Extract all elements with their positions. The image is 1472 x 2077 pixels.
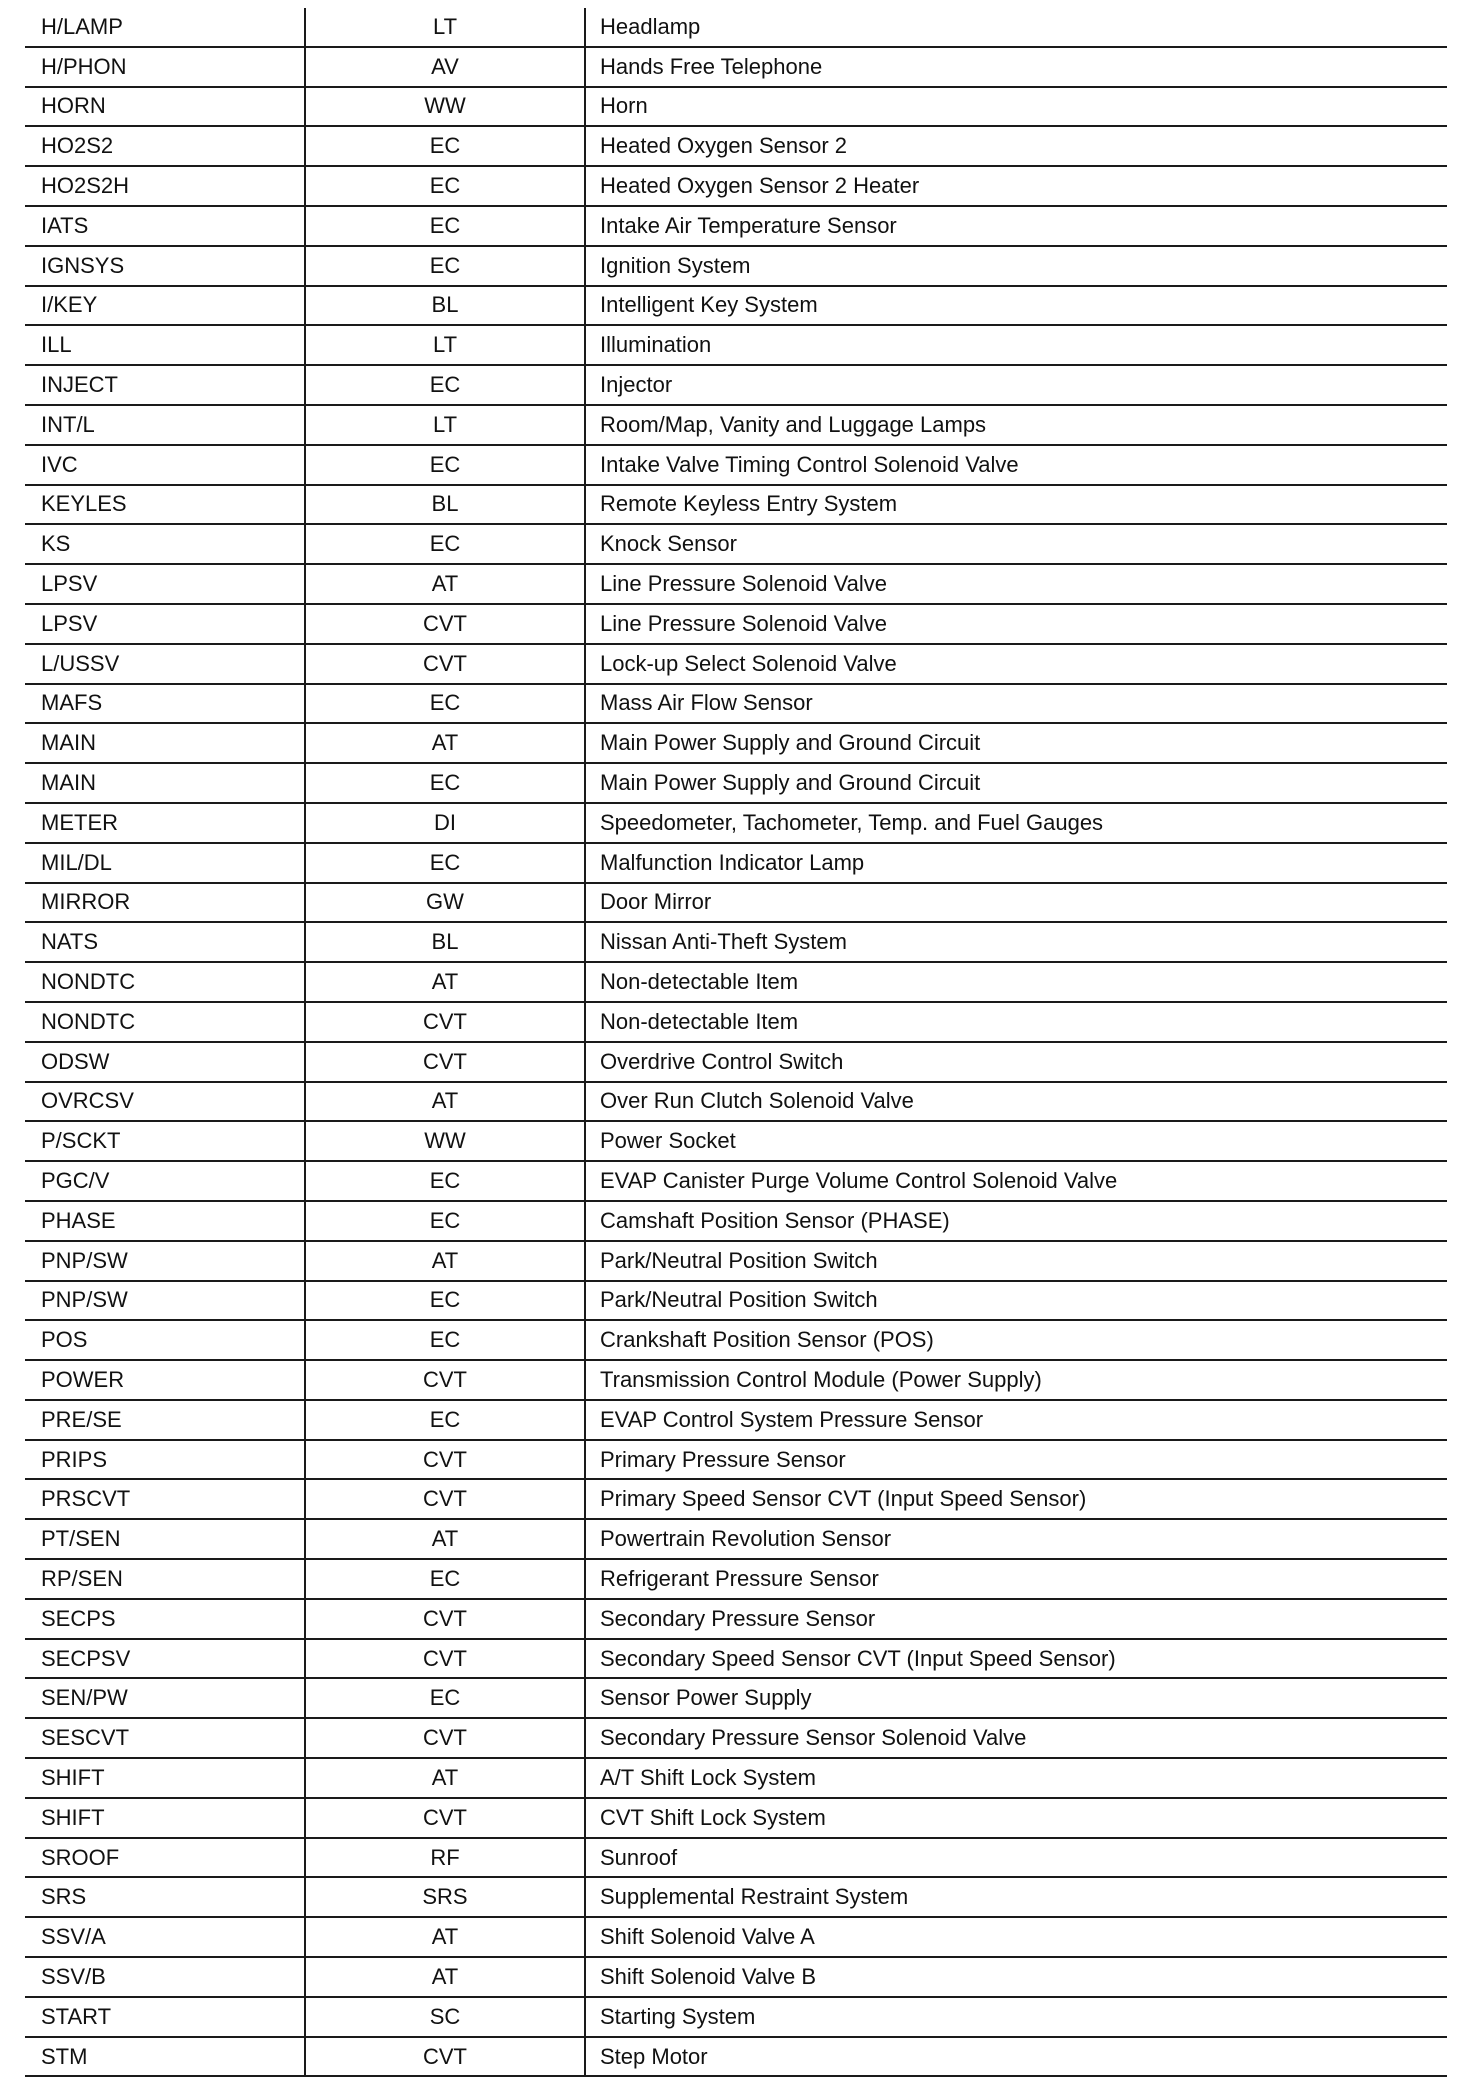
table-row [25, 723, 1447, 763]
section-cell: CVT [305, 1440, 585, 1480]
code-cell: SHIFT [25, 1758, 305, 1798]
description-cell: Crankshaft Position Sensor (POS) [585, 1320, 1447, 1360]
code-cell: SRS [25, 1877, 305, 1917]
section-cell: AT [305, 962, 585, 1002]
section-cell: AT [305, 564, 585, 604]
code-cell: IATS [25, 206, 305, 246]
section-cell: CVT [305, 1718, 585, 1758]
description-cell: Remote Keyless Entry System [585, 485, 1447, 525]
code-cell: PHASE [25, 1201, 305, 1241]
code-cell: ODSW [25, 1042, 305, 1082]
code-cell: MAFS [25, 684, 305, 724]
description-cell: Intake Valve Timing Control Solenoid Valve [585, 445, 1447, 485]
section-cell: CVT [305, 1042, 585, 1082]
section-cell: CVT [305, 1798, 585, 1838]
description-cell: Headlamp [585, 8, 1447, 47]
section-cell: AT [305, 1082, 585, 1122]
section-cell: EC [305, 246, 585, 286]
description-cell: Secondary Speed Sensor CVT (Input Speed Sensor) [585, 1639, 1447, 1679]
table-row [25, 1917, 1447, 1957]
section-cell: AT [305, 723, 585, 763]
code-cell: PRE/SE [25, 1400, 305, 1440]
description-cell: Primary Speed Sensor CVT (Input Speed Sensor) [585, 1479, 1447, 1519]
description-cell: Camshaft Position Sensor (PHASE) [585, 1201, 1447, 1241]
section-cell: EC [305, 1161, 585, 1201]
section-cell: AT [305, 1758, 585, 1798]
section-cell: AT [305, 1917, 585, 1957]
description-cell: Main Power Supply and Ground Circuit [585, 723, 1447, 763]
table-row [25, 962, 1447, 1002]
table-row [25, 1241, 1447, 1281]
section-cell: AT [305, 1241, 585, 1281]
description-cell: Heated Oxygen Sensor 2 Heater [585, 166, 1447, 206]
section-cell: EC [305, 1400, 585, 1440]
table-row [25, 922, 1447, 962]
section-cell: CVT [305, 1002, 585, 1042]
table-row [25, 1161, 1447, 1201]
section-cell: EC [305, 763, 585, 803]
code-cell: RP/SEN [25, 1559, 305, 1599]
table-row [25, 1002, 1447, 1042]
description-cell: Heated Oxygen Sensor 2 [585, 126, 1447, 166]
description-cell: Knock Sensor [585, 524, 1447, 564]
section-cell: CVT [305, 1360, 585, 1400]
code-cell: MIL/DL [25, 843, 305, 883]
table-row [25, 1440, 1447, 1480]
table-row [25, 1997, 1447, 2037]
code-cell: I/KEY [25, 286, 305, 326]
code-cell: POS [25, 1320, 305, 1360]
table-row [25, 1798, 1447, 1838]
table-row [25, 803, 1447, 843]
table-row [25, 524, 1447, 564]
code-cell: H/PHON [25, 47, 305, 87]
code-cell: SECPS [25, 1599, 305, 1639]
code-cell: KEYLES [25, 485, 305, 525]
code-cell: NONDTC [25, 962, 305, 1002]
description-cell: Illumination [585, 325, 1447, 365]
table-row [25, 1479, 1447, 1519]
code-cell: METER [25, 803, 305, 843]
code-cell: STM [25, 2037, 305, 2077]
code-cell: SESCVT [25, 1718, 305, 1758]
table-row [25, 1599, 1447, 1639]
code-cell: INJECT [25, 365, 305, 405]
section-cell: DI [305, 803, 585, 843]
code-cell: P/SCKT [25, 1121, 305, 1161]
table-row [25, 1678, 1447, 1718]
section-cell: AT [305, 1519, 585, 1559]
code-cell: POWER [25, 1360, 305, 1400]
code-cell: IGNSYS [25, 246, 305, 286]
code-cell: SSV/A [25, 1917, 305, 1957]
description-cell: Lock-up Select Solenoid Valve [585, 644, 1447, 684]
code-cell: PRIPS [25, 1440, 305, 1480]
section-cell: EC [305, 1678, 585, 1718]
description-cell: Injector [585, 365, 1447, 405]
table-row [25, 246, 1447, 286]
description-cell: CVT Shift Lock System [585, 1798, 1447, 1838]
code-cell: IVC [25, 445, 305, 485]
table-row [25, 286, 1447, 326]
code-cell: PRSCVT [25, 1479, 305, 1519]
description-cell: A/T Shift Lock System [585, 1758, 1447, 1798]
description-cell: EVAP Canister Purge Volume Control Solenoid Valve [585, 1161, 1447, 1201]
section-cell: SC [305, 1997, 585, 2037]
section-cell: EC [305, 1201, 585, 1241]
description-cell: Main Power Supply and Ground Circuit [585, 763, 1447, 803]
table-row [25, 1877, 1447, 1917]
section-cell: EC [305, 524, 585, 564]
description-cell: Sensor Power Supply [585, 1678, 1447, 1718]
table-row [25, 1957, 1447, 1997]
table-row [25, 1718, 1447, 1758]
description-cell: Door Mirror [585, 883, 1447, 923]
code-cell: PNP/SW [25, 1241, 305, 1281]
table-row [25, 1121, 1447, 1161]
description-cell: Line Pressure Solenoid Valve [585, 604, 1447, 644]
code-cell: MAIN [25, 763, 305, 803]
description-cell: Power Socket [585, 1121, 1447, 1161]
section-cell: LT [305, 8, 585, 47]
table-row [25, 1042, 1447, 1082]
description-cell: Supplemental Restraint System [585, 1877, 1447, 1917]
description-cell: EVAP Control System Pressure Sensor [585, 1400, 1447, 1440]
code-cell: H/LAMP [25, 8, 305, 47]
section-cell: EC [305, 843, 585, 883]
code-cell: L/USSV [25, 644, 305, 684]
code-cell: HO2S2 [25, 126, 305, 166]
table-row [25, 405, 1447, 445]
section-cell: EC [305, 684, 585, 724]
table-row [25, 485, 1447, 525]
section-cell: GW [305, 883, 585, 923]
code-cell: PGC/V [25, 1161, 305, 1201]
code-cell: MAIN [25, 723, 305, 763]
table-row [25, 843, 1447, 883]
description-cell: Malfunction Indicator Lamp [585, 843, 1447, 883]
code-cell: LPSV [25, 564, 305, 604]
table-row [25, 1082, 1447, 1122]
section-cell: EC [305, 166, 585, 206]
code-cell: SHIFT [25, 1798, 305, 1838]
description-cell: Line Pressure Solenoid Valve [585, 564, 1447, 604]
table-row [25, 1201, 1447, 1241]
description-cell: Horn [585, 87, 1447, 127]
description-cell: Secondary Pressure Sensor Solenoid Valve [585, 1718, 1447, 1758]
section-cell: LT [305, 405, 585, 445]
description-cell: Park/Neutral Position Switch [585, 1241, 1447, 1281]
section-cell: EC [305, 1281, 585, 1321]
section-cell: EC [305, 1559, 585, 1599]
section-cell: WW [305, 1121, 585, 1161]
section-cell: CVT [305, 644, 585, 684]
section-cell: CVT [305, 2037, 585, 2077]
table-row [25, 8, 1447, 47]
section-cell: WW [305, 87, 585, 127]
description-cell: Over Run Clutch Solenoid Valve [585, 1082, 1447, 1122]
section-cell: CVT [305, 1599, 585, 1639]
table-row [25, 1559, 1447, 1599]
code-cell: KS [25, 524, 305, 564]
description-cell: Powertrain Revolution Sensor [585, 1519, 1447, 1559]
table-row [25, 564, 1447, 604]
table-row [25, 206, 1447, 246]
description-cell: Mass Air Flow Sensor [585, 684, 1447, 724]
code-cell: LPSV [25, 604, 305, 644]
description-cell: Refrigerant Pressure Sensor [585, 1559, 1447, 1599]
section-cell: BL [305, 485, 585, 525]
table-row [25, 365, 1447, 405]
description-cell: Sunroof [585, 1838, 1447, 1878]
table-row [25, 126, 1447, 166]
table-row [25, 325, 1447, 365]
code-cell: PT/SEN [25, 1519, 305, 1559]
table-row [25, 1320, 1447, 1360]
code-abbreviation-table [25, 8, 1447, 2077]
code-cell: HORN [25, 87, 305, 127]
table-row [25, 445, 1447, 485]
table-row [25, 1281, 1447, 1321]
table-row [25, 1758, 1447, 1798]
table-row [25, 166, 1447, 206]
description-cell: Non-detectable Item [585, 1002, 1447, 1042]
description-cell: Hands Free Telephone [585, 47, 1447, 87]
table-row [25, 763, 1447, 803]
description-cell: Intake Air Temperature Sensor [585, 206, 1447, 246]
section-cell: BL [305, 286, 585, 326]
table-row [25, 2037, 1447, 2077]
code-cell: START [25, 1997, 305, 2037]
table-row [25, 1360, 1447, 1400]
section-cell: CVT [305, 1639, 585, 1679]
description-cell: Park/Neutral Position Switch [585, 1281, 1447, 1321]
code-cell: SECPSV [25, 1639, 305, 1679]
code-cell: ILL [25, 325, 305, 365]
section-cell: AT [305, 1957, 585, 1997]
section-cell: CVT [305, 1479, 585, 1519]
code-cell: HO2S2H [25, 166, 305, 206]
description-cell: Step Motor [585, 2037, 1447, 2077]
table-row [25, 47, 1447, 87]
table-row [25, 684, 1447, 724]
table-body [25, 8, 1447, 2076]
table-row [25, 87, 1447, 127]
description-cell: Ignition System [585, 246, 1447, 286]
code-cell: MIRROR [25, 883, 305, 923]
description-cell: Speedometer, Tachometer, Temp. and Fuel Gauges [585, 803, 1447, 843]
table-row [25, 1400, 1447, 1440]
description-cell: Intelligent Key System [585, 286, 1447, 326]
code-cell: SEN/PW [25, 1678, 305, 1718]
code-cell: SROOF [25, 1838, 305, 1878]
description-cell: Shift Solenoid Valve A [585, 1917, 1447, 1957]
description-cell: Nissan Anti-Theft System [585, 922, 1447, 962]
code-cell: PNP/SW [25, 1281, 305, 1321]
table-row [25, 1519, 1447, 1559]
description-cell: Secondary Pressure Sensor [585, 1599, 1447, 1639]
section-cell: EC [305, 1320, 585, 1360]
section-cell: EC [305, 365, 585, 405]
table-row [25, 1639, 1447, 1679]
table-row [25, 883, 1447, 923]
description-cell: Overdrive Control Switch [585, 1042, 1447, 1082]
section-cell: EC [305, 445, 585, 485]
code-cell: NATS [25, 922, 305, 962]
description-cell: Primary Pressure Sensor [585, 1440, 1447, 1480]
table-row [25, 604, 1447, 644]
section-cell: BL [305, 922, 585, 962]
section-cell: EC [305, 126, 585, 166]
code-cell: SSV/B [25, 1957, 305, 1997]
description-cell: Non-detectable Item [585, 962, 1447, 1002]
code-cell: NONDTC [25, 1002, 305, 1042]
section-cell: SRS [305, 1877, 585, 1917]
code-cell: OVRCSV [25, 1082, 305, 1122]
section-cell: AV [305, 47, 585, 87]
description-cell: Room/Map, Vanity and Luggage Lamps [585, 405, 1447, 445]
section-cell: RF [305, 1838, 585, 1878]
description-cell: Starting System [585, 1997, 1447, 2037]
table-row [25, 1838, 1447, 1878]
description-cell: Transmission Control Module (Power Supply) [585, 1360, 1447, 1400]
code-cell: INT/L [25, 405, 305, 445]
section-cell: EC [305, 206, 585, 246]
table-row [25, 644, 1447, 684]
description-cell: Shift Solenoid Valve B [585, 1957, 1447, 1997]
section-cell: CVT [305, 604, 585, 644]
section-cell: LT [305, 325, 585, 365]
